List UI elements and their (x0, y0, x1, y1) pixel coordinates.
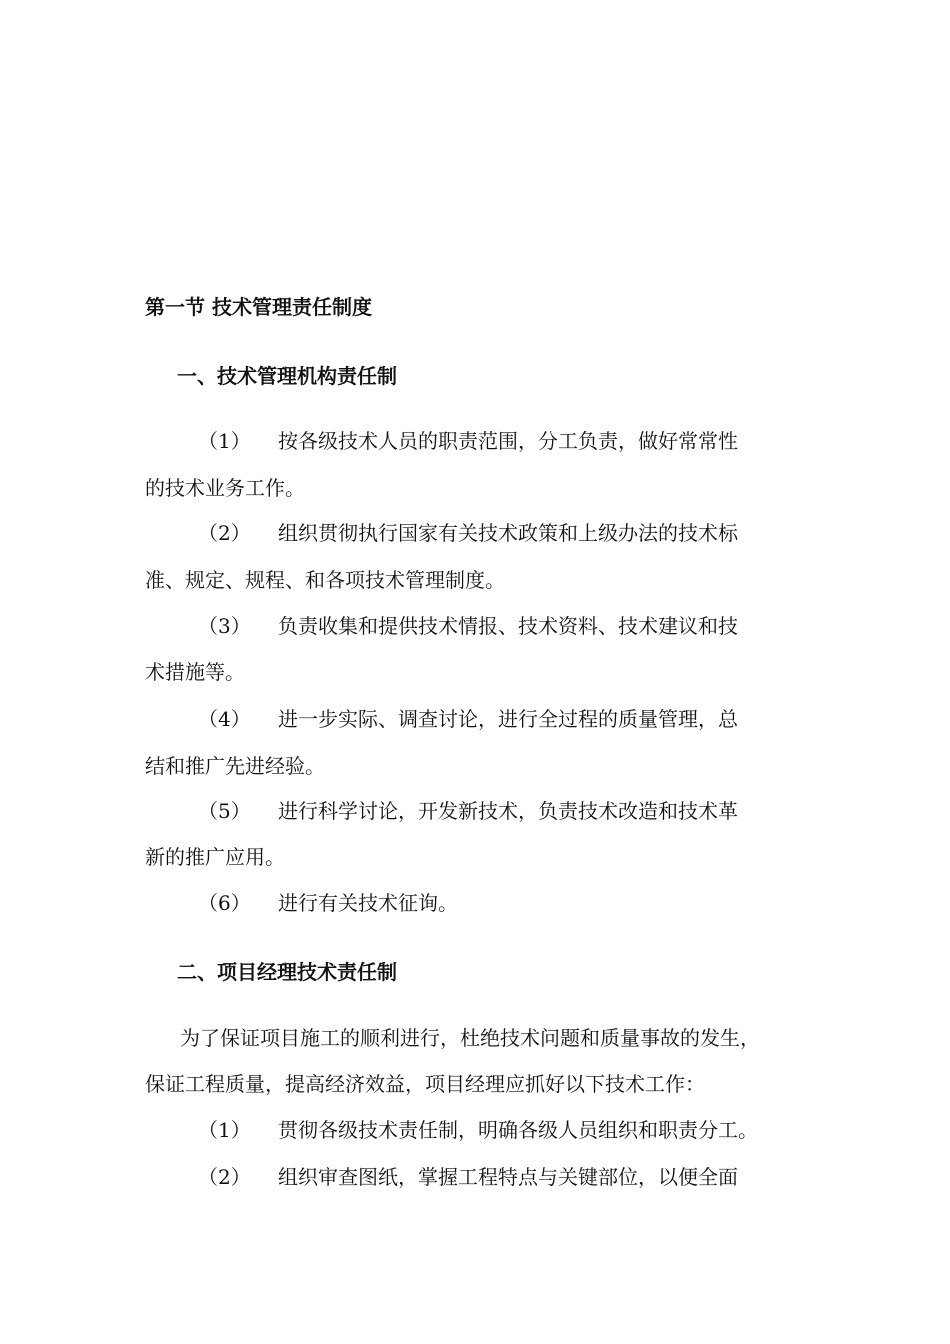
item-text-line2: 准、规定、规程、和各项技术管理制度。 (145, 568, 505, 592)
section-title: 第一节 技术管理责任制度 (145, 295, 372, 319)
item-text-line1: 进一步实际、调查讨论，进行全过程的质量管理，总 (278, 707, 738, 731)
item-number: （3） (198, 614, 251, 638)
item-text-line1: 进行有关技术征询。 (278, 891, 458, 915)
part2-intro-line2: 保证工程质量，提高经济效益，项目经理应抓好以下技术工作： (145, 1072, 705, 1096)
item-number: （2） (198, 521, 251, 545)
item-number: （2） (198, 1165, 251, 1189)
item-text-line2: 的技术业务工作。 (145, 476, 305, 500)
part2-intro-line1: 为了保证项目施工的顺利进行，杜绝技术问题和质量事故的发生， (180, 1026, 760, 1050)
item-text-line1: 按各级技术人员的职责范围，分工负责，做好常常性 (278, 429, 738, 453)
item-text-line1: 组织审查图纸，掌握工程特点与关键部位，以便全面 (278, 1165, 738, 1189)
item-number: （5） (198, 799, 251, 823)
item-text-line2: 新的推广应用。 (145, 845, 285, 869)
item-number: （1） (198, 1118, 251, 1142)
part2-heading: 二、项目经理技术责任制 (177, 960, 397, 984)
item-text-line2: 结和推广先进经验。 (145, 754, 325, 778)
part1-heading: 一、技术管理机构责任制 (177, 364, 397, 388)
item-number: （1） (198, 429, 251, 453)
item-number: （4） (198, 707, 251, 731)
item-text-line1: 贯彻各级技术责任制，明确各级人员组织和职责分工。 (278, 1118, 758, 1142)
item-number: （6） (198, 891, 251, 915)
item-text-line1: 组织贯彻执行国家有关技术政策和上级办法的技术标 (278, 521, 738, 545)
item-text-line1: 负责收集和提供技术情报、技术资料、技术建议和技 (278, 614, 738, 638)
item-text-line2: 术措施等。 (145, 660, 245, 684)
item-text-line1: 进行科学讨论，开发新技术，负责技术改造和技术革 (278, 799, 738, 823)
